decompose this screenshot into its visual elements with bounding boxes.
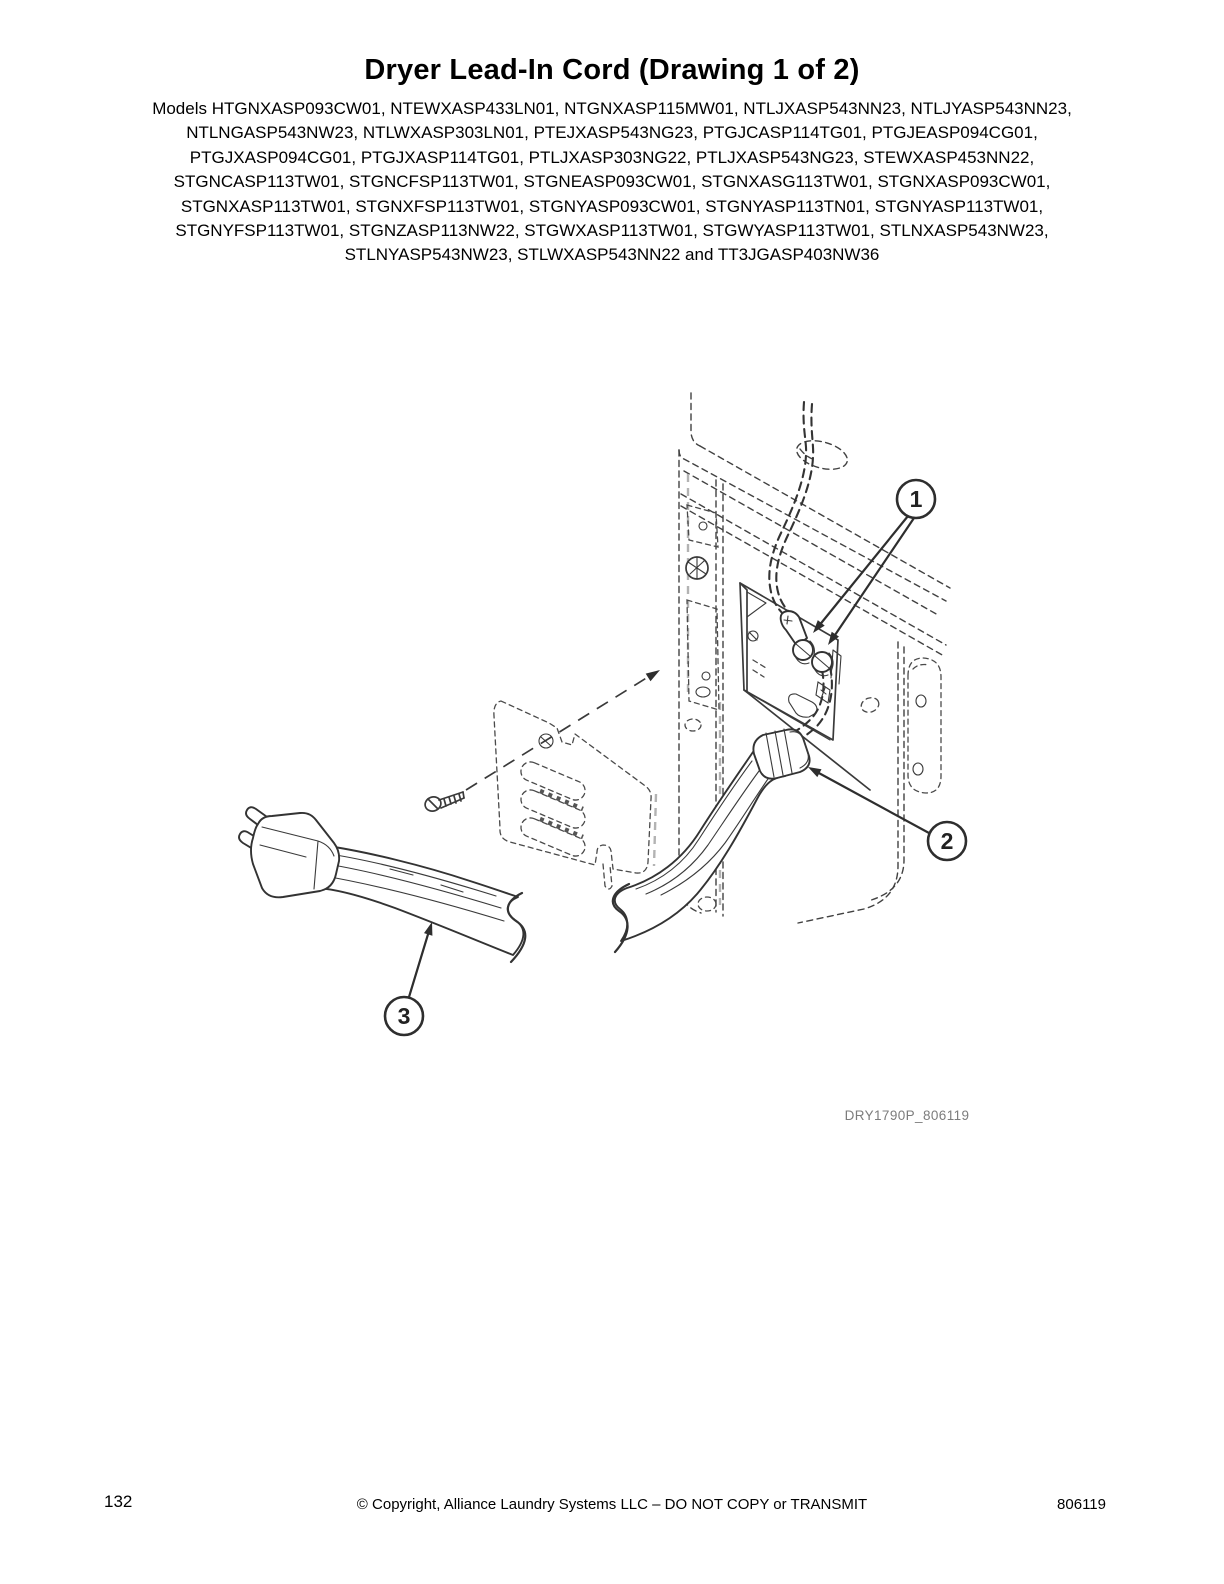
callout-1 bbox=[813, 480, 935, 645]
rail-hole-oval bbox=[794, 436, 851, 475]
plug-body bbox=[251, 813, 339, 897]
model-list-line: Models HTGNXASP093CW01, NTEWXASP433LN01, NTGNXASP115MW01, NTLJXASP543NN23, NTLJYASP543NN23, bbox=[152, 99, 1072, 118]
callout-3 bbox=[385, 922, 432, 1035]
model-list-line: STGNCASP113TW01, STGNCFSP113TW01, STGNEASP093CW01, STGNXASG113TW01, STGNXASP093CW01, bbox=[173, 172, 1051, 192]
model-list-line: STLNYASP543NW23, STLWXASP543NN22 and TT3JGASP403NW36 bbox=[344, 245, 880, 265]
model-list-line: PTGJXASP094CG01, PTGJXASP114TG01, PTLJXASP303NG22, PTLJXASP543NG23, STEWXASP453NN22, bbox=[189, 147, 1035, 167]
panel-screw-head bbox=[686, 557, 708, 579]
figure-label: DRY1790P_806119 bbox=[844, 1108, 970, 1123]
callout-3-number: 3 bbox=[397, 1003, 411, 1029]
model-list-line: NTLNGASP543NW23, NTLWXASP303LN01, PTEJXASP543NG23, PTGJCASP114TG01, PTGJEASP094CG01, bbox=[186, 123, 1038, 143]
page-title: Dryer Lead-In Cord (Drawing 1 of 2) bbox=[364, 54, 860, 86]
hinge-bracket-obround bbox=[908, 658, 941, 793]
terminal-cover-plate bbox=[494, 701, 656, 889]
assembly-direction-line bbox=[466, 677, 648, 790]
document-number: 806119 bbox=[1057, 1496, 1106, 1513]
power-plug bbox=[239, 807, 339, 897]
assembly-direction-arrowhead bbox=[646, 670, 660, 681]
callout-2-number: 2 bbox=[940, 828, 954, 854]
page-number: 132 bbox=[104, 1492, 133, 1511]
cover-plate-tab bbox=[603, 864, 612, 889]
callout-2 bbox=[808, 767, 966, 860]
strain-relief bbox=[753, 729, 809, 779]
lead-in-cord-front-segment bbox=[239, 807, 525, 962]
lead-in-cord-rear-segment bbox=[613, 729, 810, 952]
model-list-line: STGNXASP113TW01, STGNXFSP113TW01, STGNYASP093CW01, STGNYASP113TN01, STGNYASP113TW01, bbox=[180, 196, 1044, 216]
copyright-notice: © Copyright, Alliance Laundry Systems LLC – DO NOT COPY or TRANSMIT bbox=[356, 1496, 868, 1513]
model-list-line: STGNYFSP113TW01, STGNZASP113NW22, STGWXASP113TW01, STGWYASP113TW01, STLNXASP543NW23, bbox=[175, 221, 1049, 241]
cover-plate-slots bbox=[518, 759, 588, 859]
panel-bracket-tall bbox=[687, 600, 719, 710]
callout-1-number: 1 bbox=[909, 486, 923, 512]
